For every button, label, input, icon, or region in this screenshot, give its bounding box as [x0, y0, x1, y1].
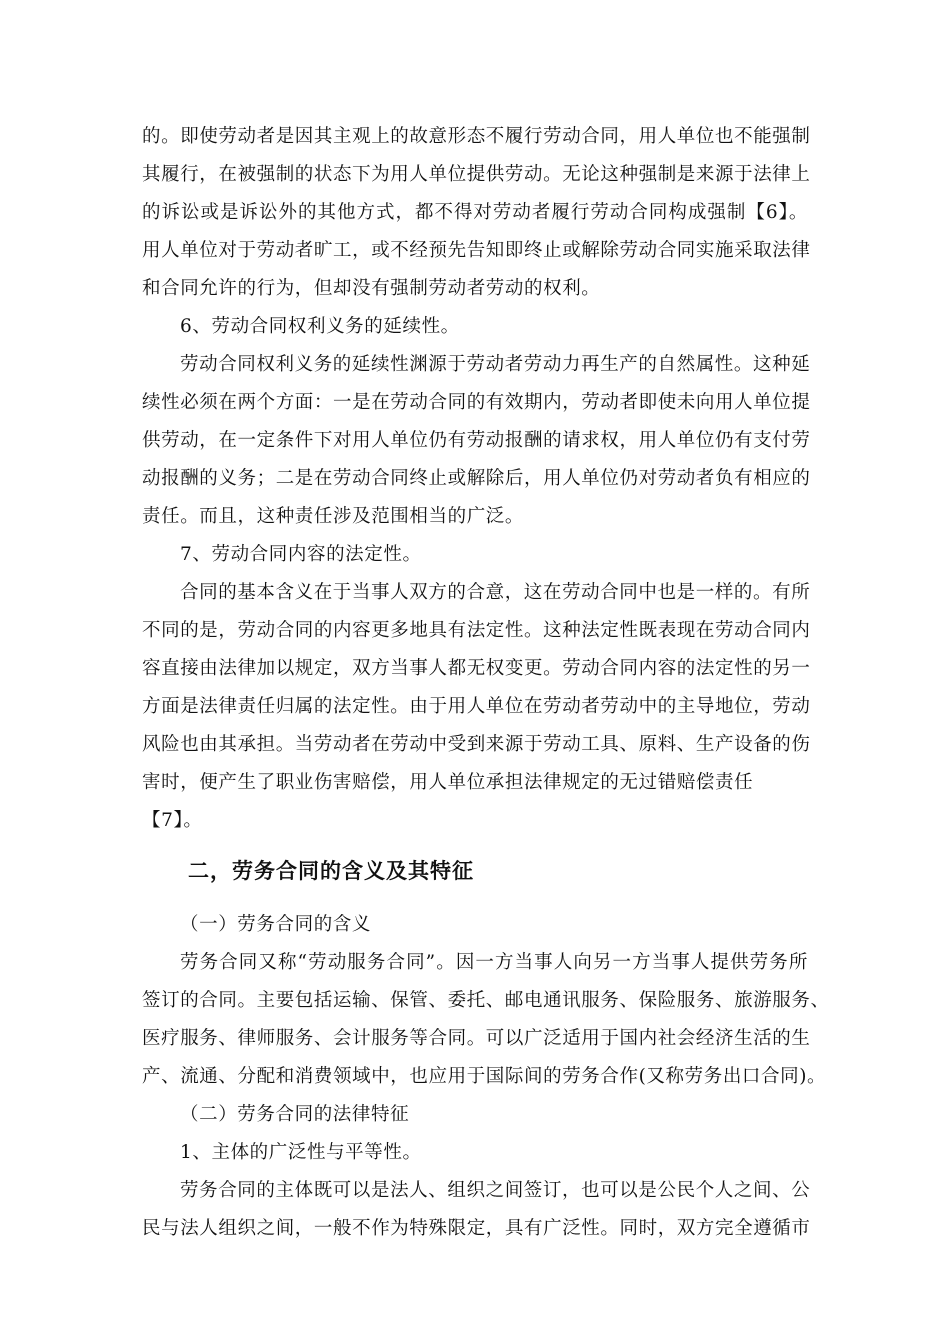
section-heading: 二，劳务合同的含义及其特征 — [188, 859, 474, 883]
paragraph-first-line: 劳务合同又称“劳动服务合同”。因一方当事人向另一方当事人提供劳务所 — [180, 952, 808, 973]
text-line: 医疗服务、律师服务、会计服务等合同。可以广泛适用于国内社会经济生活的生 — [142, 1028, 811, 1049]
subsection-title: 1、主体的广泛性与平等性。 — [180, 1142, 422, 1163]
subsection-title: 7、劳动合同内容的法定性。 — [180, 544, 422, 565]
subsection-title: 6、劳动合同权利义务的延续性。 — [180, 316, 460, 337]
paragraph-first-line: 合同的基本含义在于当事人双方的合意，这在劳动合同中也是一样的。有所 — [180, 582, 811, 603]
text-line: 其履行，在被强制的状态下为用人单位提供劳动。无论这种强制是来源于法律上 — [142, 164, 811, 185]
text-line: 方面是法律责任归属的法定性。由于用人单位在劳动者劳动中的主导地位，劳动 — [142, 696, 811, 717]
text-line: 【7】。 — [142, 810, 203, 831]
subsection-title: （一）劳务合同的含义 — [180, 914, 372, 935]
text-line: 产、流通、分配和消费领域中，也应用于国际间的劳务合作(又称劳务出口合同)。 — [142, 1066, 827, 1087]
text-line: 责任。而且，这种责任涉及范围相当的广泛。 — [142, 506, 525, 527]
text-line: 供劳动，在一定条件下对用人单位仍有劳动报酬的请求权，用人单位仍有支付劳 — [142, 430, 811, 451]
text-line: 民与法人组织之间，一般不作为特殊限定，具有广泛性。同时，双方完全遵循市 — [142, 1218, 811, 1239]
text-line: 的诉讼或是诉讼外的其他方式，都不得对劳动者履行劳动合同构成强制【6】。 — [142, 202, 808, 223]
text-line: 的。即使劳动者是因其主观上的故意形态不履行劳动合同，用人单位也不能强制 — [142, 126, 811, 147]
text-line: 续性必须在两个方面：一是在劳动合同的有效期内，劳动者即使未向用人单位提 — [142, 392, 811, 413]
paragraph-first-line: 劳务合同的主体既可以是法人、组织之间签订，也可以是公民个人之间、公 — [180, 1180, 811, 1201]
paragraph-first-line: 劳动合同权利义务的延续性渊源于劳动者劳动力再生产的自然属性。这种延 — [180, 354, 811, 375]
text-line: 不同的是，劳动合同的内容更多地具有法定性。这种法定性既表现在劳动合同内 — [142, 620, 811, 641]
text-line: 和合同允许的行为，但却没有强制劳动者劳动的权利。 — [142, 278, 601, 299]
text-line: 用人单位对于劳动者旷工，或不经预先告知即终止或解除劳动合同实施采取法律 — [142, 240, 811, 261]
text-line: 签订的合同。主要包括运输、保管、委托、邮电通讯服务、保险服务、旅游服务、 — [142, 990, 830, 1011]
subsection-title: （二）劳务合同的法律特征 — [180, 1104, 410, 1125]
text-line: 害时，便产生了职业伤害赔偿，用人单位承担法律规定的无过错赔偿责任 — [142, 772, 754, 793]
text-line: 风险也由其承担。当劳动者在劳动中受到来源于劳动工具、原料、生产设备的伤 — [142, 734, 811, 755]
text-line: 动报酬的义务；二是在劳动合同终止或解除后，用人单位仍对劳动者负有相应的 — [142, 468, 811, 489]
text-line: 容直接由法律加以规定，双方当事人都无权变更。劳动合同内容的法定性的另一 — [142, 658, 811, 679]
